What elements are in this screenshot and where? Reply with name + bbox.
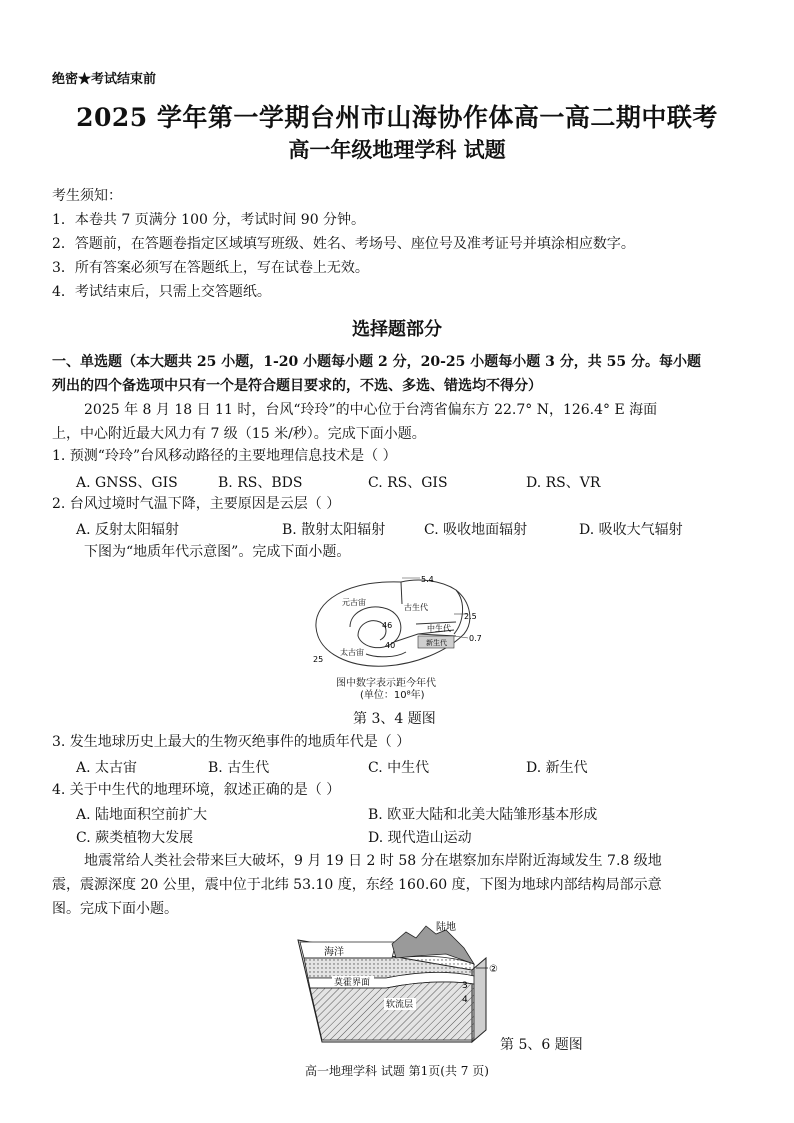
label-moho: 莫霍界面 [334, 978, 371, 988]
q3-stem: 3. 发生地球历史上最大的生物灭绝事件的地质年代是（ ） [52, 734, 411, 750]
q4-option-c: C. 蕨类植物大发展 [76, 830, 194, 846]
q2-option-b: B. 散射太阳辐射 [282, 522, 386, 538]
q4-option-d: D. 现代造山运动 [368, 830, 472, 846]
notice-item-3: 3．所有答案必须写在答题纸上，写在试卷上无效。 [52, 260, 369, 276]
label-25: 25 [313, 655, 324, 664]
marker-2: ② [489, 964, 498, 975]
label-land: 陆地 [436, 922, 456, 933]
label-yuanguzhou: 元古宙 [342, 598, 366, 607]
earth-interior-diagram [296, 918, 506, 1058]
figure1-caption: 第 3、4 题图 [353, 711, 436, 727]
q4-option-b: B. 欧亚大陆和北美大陆雏形基本形成 [368, 807, 598, 823]
label-taiguzhou: 太古宙 [340, 648, 364, 657]
q3-option-d: D. 新生代 [526, 760, 588, 776]
part1-instruction-line1: 一、单选题（本大题共 25 小题，1-20 小题每小题 2 分，20-25 小题每小题 3 分，共 55 分。每小题 [52, 354, 701, 370]
q1-option-d: D. RS、VR [526, 475, 601, 491]
notice-heading: 考生须知： [52, 188, 122, 204]
passage3-line2: 震，震源深度 20 公里，震中位于北纬 53.10 度，东经 160.60 度，下图为地球内部结构局部示意 [52, 877, 662, 893]
label-gushengdai: 古生代 [404, 603, 428, 612]
passage2: 下图为“地质年代示意图”。完成下面小题。 [84, 544, 351, 560]
figure2-caption: 第 5、6 题图 [500, 1037, 583, 1053]
q2-option-a: A. 反射太阳辐射 [76, 522, 180, 538]
label-asthenosphere: 软流层 [386, 1000, 414, 1010]
q4-stem: 4. 关于中生代的地理环境，叙述正确的是（ ） [52, 782, 341, 798]
q2-stem: 2. 台风过境时气温下降，主要原因是云层（ ） [52, 496, 341, 512]
passage3-line1: 地震常给人类社会带来巨大破坏，9 月 19 日 2 时 58 分在堪察加东岸附近海域发生 7.8 级地 [84, 853, 662, 869]
label-46: 46 [382, 621, 393, 630]
passage1-line2: 上，中心附近最大风力有 7 级（15 米/秒）。完成下面小题。 [52, 426, 426, 442]
label-ocean: 海洋 [324, 947, 344, 958]
q1-option-a: A. GNSS、GIS [76, 475, 178, 491]
notice-item-4: 4．考试结束后，只需上交答题纸。 [52, 284, 271, 300]
q3-option-a: A. 太古宙 [76, 760, 138, 776]
label-2-5: 2.5 [464, 612, 477, 621]
q2-option-d: D. 吸收大气辐射 [579, 522, 683, 538]
figure1-note1: 图中数字表示距今年代 [336, 678, 436, 689]
q3-option-b: B. 古生代 [208, 760, 270, 776]
exam-subtitle: 高一年级地理学科 试题 [288, 137, 506, 162]
label-40: 40 [385, 641, 396, 650]
label-zhongshengdai: 中生代 [427, 624, 451, 633]
q3-option-c: C. 中生代 [368, 760, 430, 776]
q1-option-b: B. RS、BDS [218, 475, 303, 491]
label-xinshengdai: 新生代 [426, 639, 447, 647]
q4-option-a: A. 陆地面积空前扩大 [76, 807, 208, 823]
label-5-4: 5.4 [421, 575, 434, 584]
q1-option-c: C. RS、GIS [368, 475, 448, 491]
passage1-line1: 2025 年 8 月 18 日 11 时，台风“玲玲”的中心位于台湾省偏东方 22.7° N，126.4° E 海面 [84, 402, 658, 418]
marker-4: 4 [462, 995, 468, 1005]
notice-item-2: 2．答题前，在答题卷指定区域填写班级、姓名、考场号、座位号及准考证号并填涂相应数字。 [52, 236, 635, 252]
label-0-7: 0.7 [469, 634, 482, 643]
figure1-note2: (单位：10⁸年) [360, 690, 425, 701]
part1-instruction-line2: 列出的四个备选项中只有一个是符合题目要求的，不选、多选、错选均不得分） [52, 378, 542, 394]
geologic-time-diagram [306, 572, 496, 670]
q1-stem: 1. 预测“玲玲”台风移动路径的主要地理信息技术是（ ） [52, 448, 397, 464]
passage3-line3: 图。完成下面小题。 [52, 901, 178, 917]
q2-option-c: C. 吸收地面辐射 [424, 522, 528, 538]
section-title: 选择题部分 [352, 319, 442, 340]
exam-title: 2025 学年第一学期台州市山海协作体高一高二期中联考 [76, 103, 718, 132]
notice-item-1: 1．本卷共 7 页满分 100 分，考试时间 90 分钟。 [52, 212, 366, 228]
page-footer: 高一地理学科 试题 第1页(共 7 页) [305, 1064, 489, 1078]
confidential-label: 绝密★考试结束前 [52, 72, 157, 87]
marker-3: 3 [462, 981, 468, 991]
